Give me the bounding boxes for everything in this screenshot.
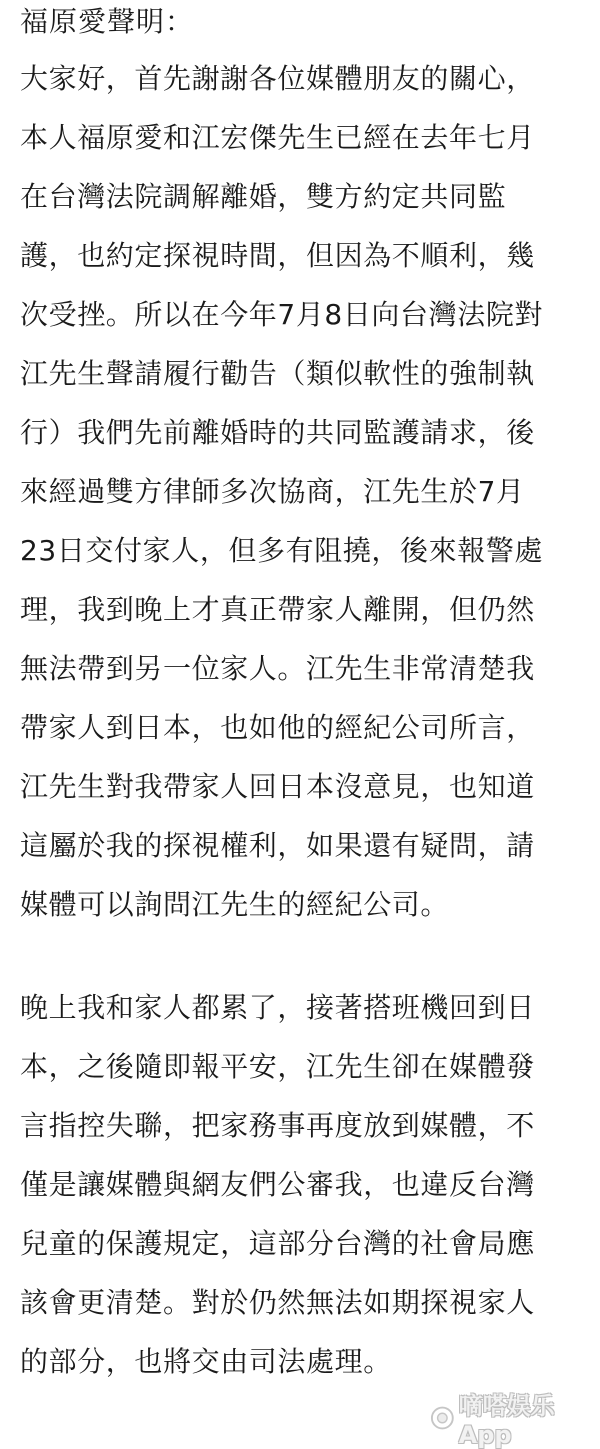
paragraph-line: 23日交付家人，但多有阻撓，後來報警處 xyxy=(20,534,544,567)
paragraph-line: 理，我到晚上才真正帶家人離開，但仍然 xyxy=(20,593,535,626)
paragraph-line: 這屬於我的探視權利，如果還有疑問，請 xyxy=(20,829,535,862)
paragraph-line: 在台灣法院調解離婚，雙方約定共同監 xyxy=(20,180,507,213)
statement-heading: 福原愛聲明： xyxy=(20,5,195,38)
paragraph-line: 大家好，首先謝謝各位媒體朋友的關心， xyxy=(20,62,535,95)
paragraph-line: 無法帶到另一位家人。江先生非常清楚我 xyxy=(20,652,535,685)
paragraph-line: 言指控失聯，把家務事再度放到媒體，不 xyxy=(20,1109,535,1142)
paragraph-line: 江先生對我帶家人回日本沒意見，也知道 xyxy=(20,770,535,803)
paragraph-line: 本，之後隨即報平安，江先生卻在媒體發 xyxy=(20,1050,535,1083)
paragraph-line: 該會更清楚。對於仍然無法如期探視家人 xyxy=(20,1286,535,1319)
paragraph-line: 帶家人到日本，也如他的經紀公司所言， xyxy=(20,711,535,744)
paragraph-line: 媒體可以詢問江先生的經紀公司。 xyxy=(20,888,450,921)
watermark-logo-icon xyxy=(430,1405,455,1431)
paragraph-line: 次受挫。所以在今年7月8日向台灣法院對 xyxy=(20,298,544,331)
paragraph-line: 行）我們先前離婚時的共同監護請求，後 xyxy=(20,416,535,449)
paragraph-line: 本人福原愛和江宏傑先生已經在去年七月 xyxy=(20,121,535,154)
paragraph-line: 僅是讓媒體與網友們公審我，也違反台灣 xyxy=(20,1168,535,1201)
watermark-text: 嘀嗒娱乐App xyxy=(458,1392,555,1449)
paragraph-line: 晚上我和家人都累了，接著搭班機回到日 xyxy=(20,991,535,1024)
paragraph-line: 江先生聲請履行勸告（類似軟性的強制執 xyxy=(20,357,535,390)
paragraph-line: 的部分，也將交由司法處理。 xyxy=(20,1345,392,1378)
paragraph-line: 兒童的保護規定，這部分台灣的社會局應 xyxy=(20,1227,535,1260)
paragraph-line: 來經過雙方律師多次協商，江先生於7月 xyxy=(20,475,525,508)
paragraph-line: 護，也約定探視時間，但因為不順利，幾 xyxy=(20,239,535,272)
watermark xyxy=(430,1386,600,1449)
